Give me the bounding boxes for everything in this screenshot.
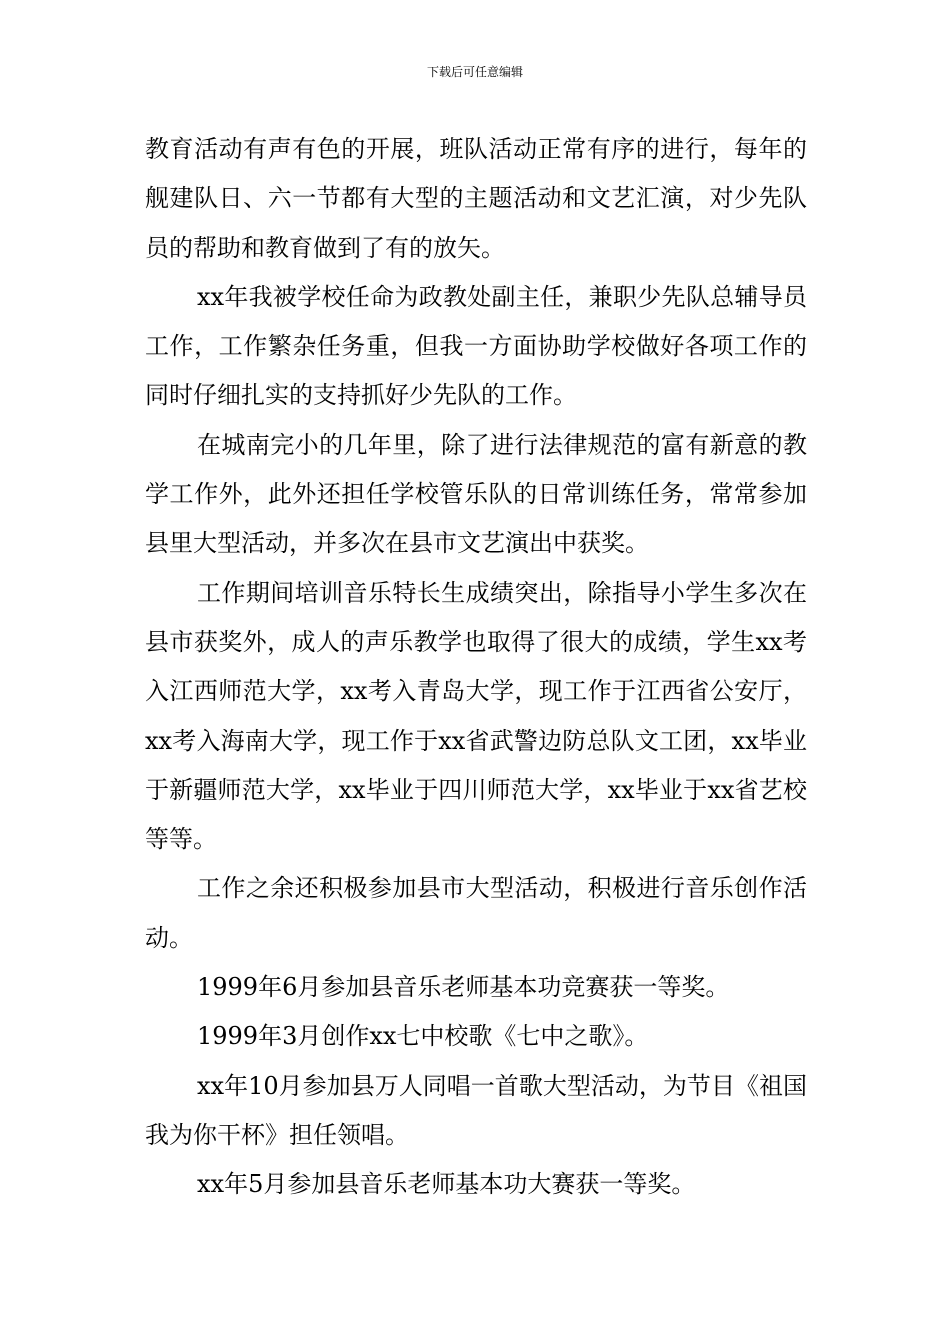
page-header: 下载后可任意编辑 [426,65,523,79]
paragraph-1: 教育活动有声有色的开展，班队活动正常有序的进行，每年的舰建队日、六一节都有大型的主题活动和文艺汇演，对少先队员的帮助和教育做到了有的放矢。 [145,135,807,262]
paragraph-7: 1999年3月创作xx七中校歌《七中之歌》。 [197,1022,649,1051]
paragraph-5: 工作之余还积极参加县市大型活动，积极进行音乐创作活动。 [145,874,807,952]
paragraph-3: 在城南完小的几年里，除了进行法律规范的富有新意的教学工作外，此外还担任学校管乐队的日常训练任务，常常参加县里大型活动，并多次在县市文艺演出中获奖。 [145,430,807,558]
paragraph-8: xx年10月参加县万人同唱一首歌大型活动，为节目《祖国我为你干杯》担任领唱。 [145,1071,807,1149]
paragraph-4: 工作期间培训音乐特长生成绩突出，除指导小学生多次在县市获奖外，成人的声乐教学也取得了很大的成绩，学生xx考入江西师范大学，xx考入青岛大学，现工作于江西省公安厅，xx考入海南大学，现工作于xx省武警边防总队文工团，xx毕业于新疆师范大学，xx毕业于四川师范大学，xx毕业于xx省艺校等等。 [145,578,807,854]
document-body [145,125,807,1210]
paragraph-9: xx年5月参加县音乐老师基本功大赛获一等奖。 [197,1170,696,1199]
paragraph-2: xx年我被学校任命为政教处副主任，兼职少先队总辅导员工作，工作繁杂任务重，但我一方面协助学校做好各项工作的同时仔细扎实的支持抓好少先队的工作。 [145,282,807,410]
paragraph-6: 1999年6月参加县音乐老师基本功竞赛获一等奖。 [197,973,730,1002]
